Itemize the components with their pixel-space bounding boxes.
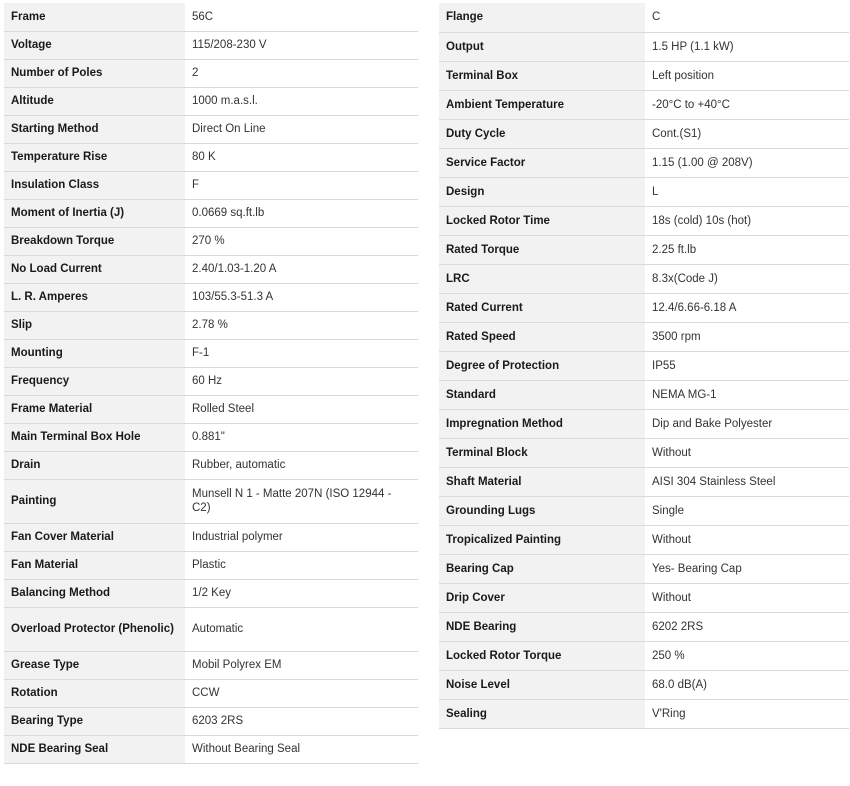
spec-label: Shaft Material (439, 467, 645, 496)
spec-value: Mobil Polyrex EM (185, 651, 418, 679)
spec-label: Drip Cover (439, 583, 645, 612)
spec-label: Moment of Inertia (J) (4, 199, 185, 227)
spec-value: F-1 (185, 339, 418, 367)
spec-label: Frame (4, 3, 185, 31)
spec-value: V'Ring (645, 699, 849, 728)
spec-value: 60 Hz (185, 367, 418, 395)
spec-label: Rated Torque (439, 235, 645, 264)
spec-label: Painting (4, 479, 185, 523)
spec-row (4, 59, 418, 87)
spec-label: Voltage (4, 31, 185, 59)
spec-value: 2 (185, 59, 418, 87)
spec-value: 12.4/6.66-6.18 A (645, 293, 849, 322)
spec-label: Tropicalized Painting (439, 525, 645, 554)
spec-value: Without Bearing Seal (185, 735, 418, 763)
spec-label: Temperature Rise (4, 143, 185, 171)
spec-value: 2.25 ft.lb (645, 235, 849, 264)
spec-label: NDE Bearing (439, 612, 645, 641)
spec-row (439, 467, 849, 496)
spec-row (4, 707, 418, 735)
spec-label: Slip (4, 311, 185, 339)
right-spec-table (439, 3, 849, 729)
spec-label: Service Factor (439, 148, 645, 177)
spec-label: Starting Method (4, 115, 185, 143)
spec-row (4, 651, 418, 679)
spec-value: Cont.(S1) (645, 119, 849, 148)
spec-value: 2.40/1.03-1.20 A (185, 255, 418, 283)
spec-label: Fan Cover Material (4, 523, 185, 551)
spec-label: Mounting (4, 339, 185, 367)
spec-label: Altitude (4, 87, 185, 115)
spec-value: 18s (cold) 10s (hot) (645, 206, 849, 235)
spec-row (4, 339, 418, 367)
spec-value: 80 K (185, 143, 418, 171)
spec-row (4, 199, 418, 227)
spec-value: 1.5 HP (1.1 kW) (645, 32, 849, 61)
spec-value: Rubber, automatic (185, 451, 418, 479)
spec-value: -20°C to +40°C (645, 90, 849, 119)
left-spec-table (4, 3, 418, 764)
spec-value: 1/2 Key (185, 579, 418, 607)
spec-label: Rated Current (439, 293, 645, 322)
spec-label: Sealing (439, 699, 645, 728)
spec-label: Locked Rotor Torque (439, 641, 645, 670)
spec-label: Insulation Class (4, 171, 185, 199)
spec-label: Bearing Type (4, 707, 185, 735)
spec-label: Terminal Block (439, 438, 645, 467)
spec-label: Duty Cycle (439, 119, 645, 148)
spec-row (4, 367, 418, 395)
spec-value: Industrial polymer (185, 523, 418, 551)
spec-value: 8.3x(Code J) (645, 264, 849, 293)
spec-label: Terminal Box (439, 61, 645, 90)
spec-label: Degree of Protection (439, 351, 645, 380)
spec-row (439, 496, 849, 525)
spec-value: Without (645, 525, 849, 554)
spec-row (4, 255, 418, 283)
spec-row (439, 554, 849, 583)
spec-label: Grease Type (4, 651, 185, 679)
spec-row (4, 579, 418, 607)
spec-label: Design (439, 177, 645, 206)
spec-value: F (185, 171, 418, 199)
spec-row (4, 679, 418, 707)
spec-row (439, 438, 849, 467)
spec-row (439, 177, 849, 206)
spec-label: Impregnation Method (439, 409, 645, 438)
spec-row (439, 32, 849, 61)
spec-row (439, 699, 849, 728)
spec-value: Automatic (185, 607, 418, 651)
spec-row (439, 90, 849, 119)
spec-label: Drain (4, 451, 185, 479)
spec-value: Without (645, 583, 849, 612)
spec-value: C (645, 3, 849, 32)
spec-row (4, 607, 418, 651)
spec-row (4, 451, 418, 479)
spec-row (4, 115, 418, 143)
spec-row (4, 523, 418, 551)
spec-value: Without (645, 438, 849, 467)
spec-value: Plastic (185, 551, 418, 579)
spec-value: 270 % (185, 227, 418, 255)
spec-row (4, 227, 418, 255)
spec-label: Grounding Lugs (439, 496, 645, 525)
spec-row (439, 612, 849, 641)
spec-row (4, 283, 418, 311)
spec-label: Breakdown Torque (4, 227, 185, 255)
spec-label: Flange (439, 3, 645, 32)
spec-value: L (645, 177, 849, 206)
spec-value: IP55 (645, 351, 849, 380)
spec-value: AISI 304 Stainless Steel (645, 467, 849, 496)
spec-value: 103/55.3-51.3 A (185, 283, 418, 311)
spec-row (439, 583, 849, 612)
spec-row (4, 551, 418, 579)
spec-value: 2.78 % (185, 311, 418, 339)
spec-row (439, 525, 849, 554)
spec-label: Output (439, 32, 645, 61)
spec-row (439, 670, 849, 699)
spec-value: 68.0 dB(A) (645, 670, 849, 699)
spec-value: 0.0669 sq.ft.lb (185, 199, 418, 227)
spec-label: Ambient Temperature (439, 90, 645, 119)
spec-row (439, 322, 849, 351)
spec-row (4, 87, 418, 115)
spec-row (439, 641, 849, 670)
spec-row (439, 235, 849, 264)
spec-label: Frame Material (4, 395, 185, 423)
spec-label: Main Terminal Box Hole (4, 423, 185, 451)
spec-label: Locked Rotor Time (439, 206, 645, 235)
spec-value: NEMA MG-1 (645, 380, 849, 409)
spec-label: Frequency (4, 367, 185, 395)
spec-value: 56C (185, 3, 418, 31)
spec-value: Left position (645, 61, 849, 90)
spec-row (4, 423, 418, 451)
spec-value: Rolled Steel (185, 395, 418, 423)
spec-label: No Load Current (4, 255, 185, 283)
spec-label: Bearing Cap (439, 554, 645, 583)
spec-value: 1.15 (1.00 @ 208V) (645, 148, 849, 177)
spec-value: Dip and Bake Polyester (645, 409, 849, 438)
spec-value: 0.881" (185, 423, 418, 451)
spec-row (439, 380, 849, 409)
spec-row (4, 171, 418, 199)
spec-row (4, 395, 418, 423)
spec-label: Balancing Method (4, 579, 185, 607)
spec-label: Rated Speed (439, 322, 645, 351)
spec-row (439, 148, 849, 177)
spec-row (439, 351, 849, 380)
spec-row (4, 3, 418, 31)
spec-value: 250 % (645, 641, 849, 670)
spec-row (439, 119, 849, 148)
spec-row (4, 31, 418, 59)
spec-value: 6202 2RS (645, 612, 849, 641)
spec-value: Munsell N 1 - Matte 207N (ISO 12944 - C2) (185, 479, 418, 523)
spec-row (439, 264, 849, 293)
spec-row (439, 206, 849, 235)
spec-row (4, 479, 418, 523)
spec-label: Fan Material (4, 551, 185, 579)
spec-row (4, 735, 418, 763)
spec-row (4, 311, 418, 339)
spec-label: Number of Poles (4, 59, 185, 87)
spec-row (439, 61, 849, 90)
spec-value: Direct On Line (185, 115, 418, 143)
spec-value: 3500 rpm (645, 322, 849, 351)
spec-row (439, 293, 849, 322)
spec-row (439, 409, 849, 438)
spec-row (4, 143, 418, 171)
spec-label: NDE Bearing Seal (4, 735, 185, 763)
spec-label: LRC (439, 264, 645, 293)
spec-label: Standard (439, 380, 645, 409)
spec-value: Single (645, 496, 849, 525)
spec-value: 1000 m.a.s.l. (185, 87, 418, 115)
spec-row (439, 3, 849, 32)
spec-label: Overload Protector (Phenolic) (4, 607, 185, 651)
spec-value: 6203 2RS (185, 707, 418, 735)
spec-value: 115/208-230 V (185, 31, 418, 59)
spec-value: Yes- Bearing Cap (645, 554, 849, 583)
spec-label: L. R. Amperes (4, 283, 185, 311)
spec-label: Rotation (4, 679, 185, 707)
spec-value: CCW (185, 679, 418, 707)
spec-label: Noise Level (439, 670, 645, 699)
